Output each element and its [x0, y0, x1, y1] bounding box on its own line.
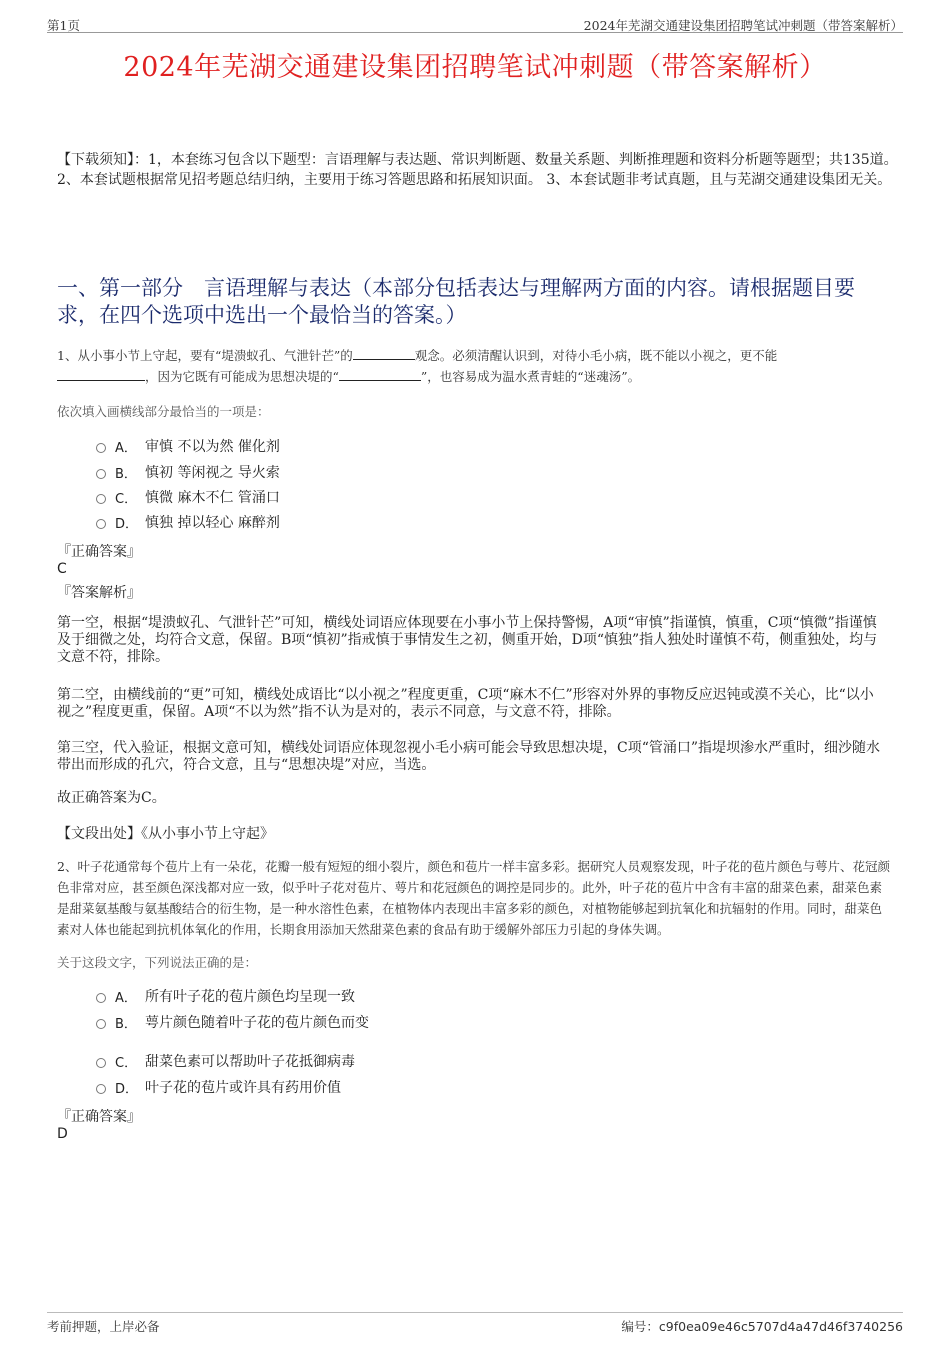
q2-option-c[interactable]: C． 甜菜色素可以帮助叶子花抵御病毒: [96, 1051, 355, 1071]
radio-icon[interactable]: [96, 443, 106, 453]
q1-answer-label: 『正确答案』: [57, 544, 141, 560]
radio-icon[interactable]: [96, 469, 106, 479]
document-title: 2024年芜湖交通建设集团招聘笔试冲刺题（带答案解析）: [123, 52, 827, 83]
q1-analysis-2: 第二空，由横线前的“更”可知，横线处成语比“以小视之”程度更重，C项“麻木不仁”形容对外界的事物反应迟钝或漠不关心，比“以小视之”程度更重，保留。A项“不以为然”指不认为是对的，表示不同意，与文意不符，排除。: [57, 687, 874, 720]
page-header: [47, 14, 903, 33]
q1-option-b[interactable]: B． 慎初 等闲视之 导火索: [96, 462, 280, 482]
question-2-prompt: 关于这段文字，下列说法正确的是：: [57, 955, 258, 970]
question-2-text: 2、叶子花通常每个苞片上有一朵花，花瓣一般有短短的细小裂片，颜色和苞片一样丰富多彩。据研究人员观察发现，叶子花的苞片颜色与萼片、花冠颜色非常对应，甚至颜色深浅都对应一致，似乎叶子花对苞片、萼片和花冠颜色的调控是同步的。此外，叶子花的苞片中含有丰富的甜菜色素，甜菜色素是甜菜氨基酸与氨基酸结合的衍生物，是一种水溶性色素，在植物体内表现出丰富多彩的颜色，对植物能够起到抗氧化和抗辐射的作用。同时，甜菜色素对人体也能起到抗机体氧化的作用，长期食用添加天然甜菜色素的食品有助于缓解外部压力引起的身体失调。: [57, 859, 890, 937]
radio-icon[interactable]: [96, 1019, 106, 1029]
q2-option-a[interactable]: A． 所有叶子花的苞片颜色均呈现一致: [96, 986, 355, 1006]
q1-answer: C: [57, 561, 67, 577]
footer-slogan: 考前押题，上岸必备: [47, 1319, 160, 1334]
q1-option-a[interactable]: A． 审慎 不以为然 催化剂: [96, 436, 280, 456]
q1-option-c[interactable]: C． 慎微 麻木不仁 管涌口: [96, 487, 280, 507]
section-heading: 一、第一部分 言语理解与表达（本部分包括表达与理解两方面的内容。请根据题目要求，在四个选项中选出一个最恰当的答案。）: [57, 276, 855, 327]
radio-icon[interactable]: [96, 1084, 106, 1094]
footer-code: 编号：c9f0ea09e46c5707d4a47d46f3740256: [621, 1319, 903, 1334]
radio-icon[interactable]: [96, 519, 106, 529]
radio-icon[interactable]: [96, 494, 106, 504]
question-1-text: 1、从小事小节上守起，要有“堤溃蚁孔、气泄针芒”的 观念。必须清醒认识到，对待小毛小病，既不能以小视之，更不能 ，因为它既有可能成为思想决堤的“ ”，也容易成为温水煮青蛙的“迷魂汤”。: [57, 348, 778, 384]
blank-2: [57, 367, 145, 381]
q2-option-b[interactable]: B． 萼片颜色随着叶子花的苞片颜色而变: [96, 1012, 369, 1032]
blank-1: [353, 346, 415, 360]
radio-icon[interactable]: [96, 1058, 106, 1068]
q1-analysis-4: 故正确答案为C。: [57, 790, 166, 806]
page-footer: [47, 1312, 903, 1334]
q1-analysis-label: 『答案解析』: [57, 585, 141, 601]
q1-analysis-3: 第三空，代入验证，根据文意可知，横线处词语应体现忽视小毛小病可能会导致思想决堤，C项“管涌口”指堤坝渗水严重时，细沙随水带出而形成的孔穴，符合文意，且与“思想决堤”对应，当选。: [57, 740, 881, 773]
q2-option-d[interactable]: D． 叶子花的苞片或许具有药用价值: [96, 1077, 341, 1097]
q1-option-d[interactable]: D． 慎独 掉以轻心 麻醉剂: [96, 512, 280, 532]
question-1-prompt: 依次填入画横线部分最恰当的一项是：: [57, 404, 270, 419]
q1-analysis-1: 第一空，根据“堤溃蚁孔、气泄针芒”可知，横线处词语应体现要在小事小节上保持警惕，A项“审慎”指谨慎，慎重，C项“慎微”指谨慎及于细微之处，均符合文意，保留。B项“慎初”指戒慎于事情发生之初，侧重开始，D项“慎独”指人独处时谨慎不苟，侧重独处，均与文意不符，排除。: [57, 615, 878, 665]
q2-answer-label: 『正确答案』: [57, 1109, 141, 1125]
q1-source: 【文段出处】《从小事小节上守起》: [57, 826, 274, 842]
blank-3: [339, 367, 421, 381]
q2-answer: D: [57, 1126, 68, 1142]
header-doc-title: 2024年芜湖交通建设集团招聘笔试冲刺题（带答案解析）: [583, 18, 903, 33]
page-number: 第1页: [47, 18, 80, 33]
download-notice: 【下载须知】：1，本套练习包含以下题型：言语理解与表达题、常识判断题、数量关系题、判断推理题和资料分析题等题型；共135道。 2、本套试题根据常见招考题总结归纳，主要用于练习答题思路和拓展知识面。 3、本套试题非考试真题，且与芜湖交通建设集团无关。: [57, 152, 898, 188]
radio-icon[interactable]: [96, 993, 106, 1003]
